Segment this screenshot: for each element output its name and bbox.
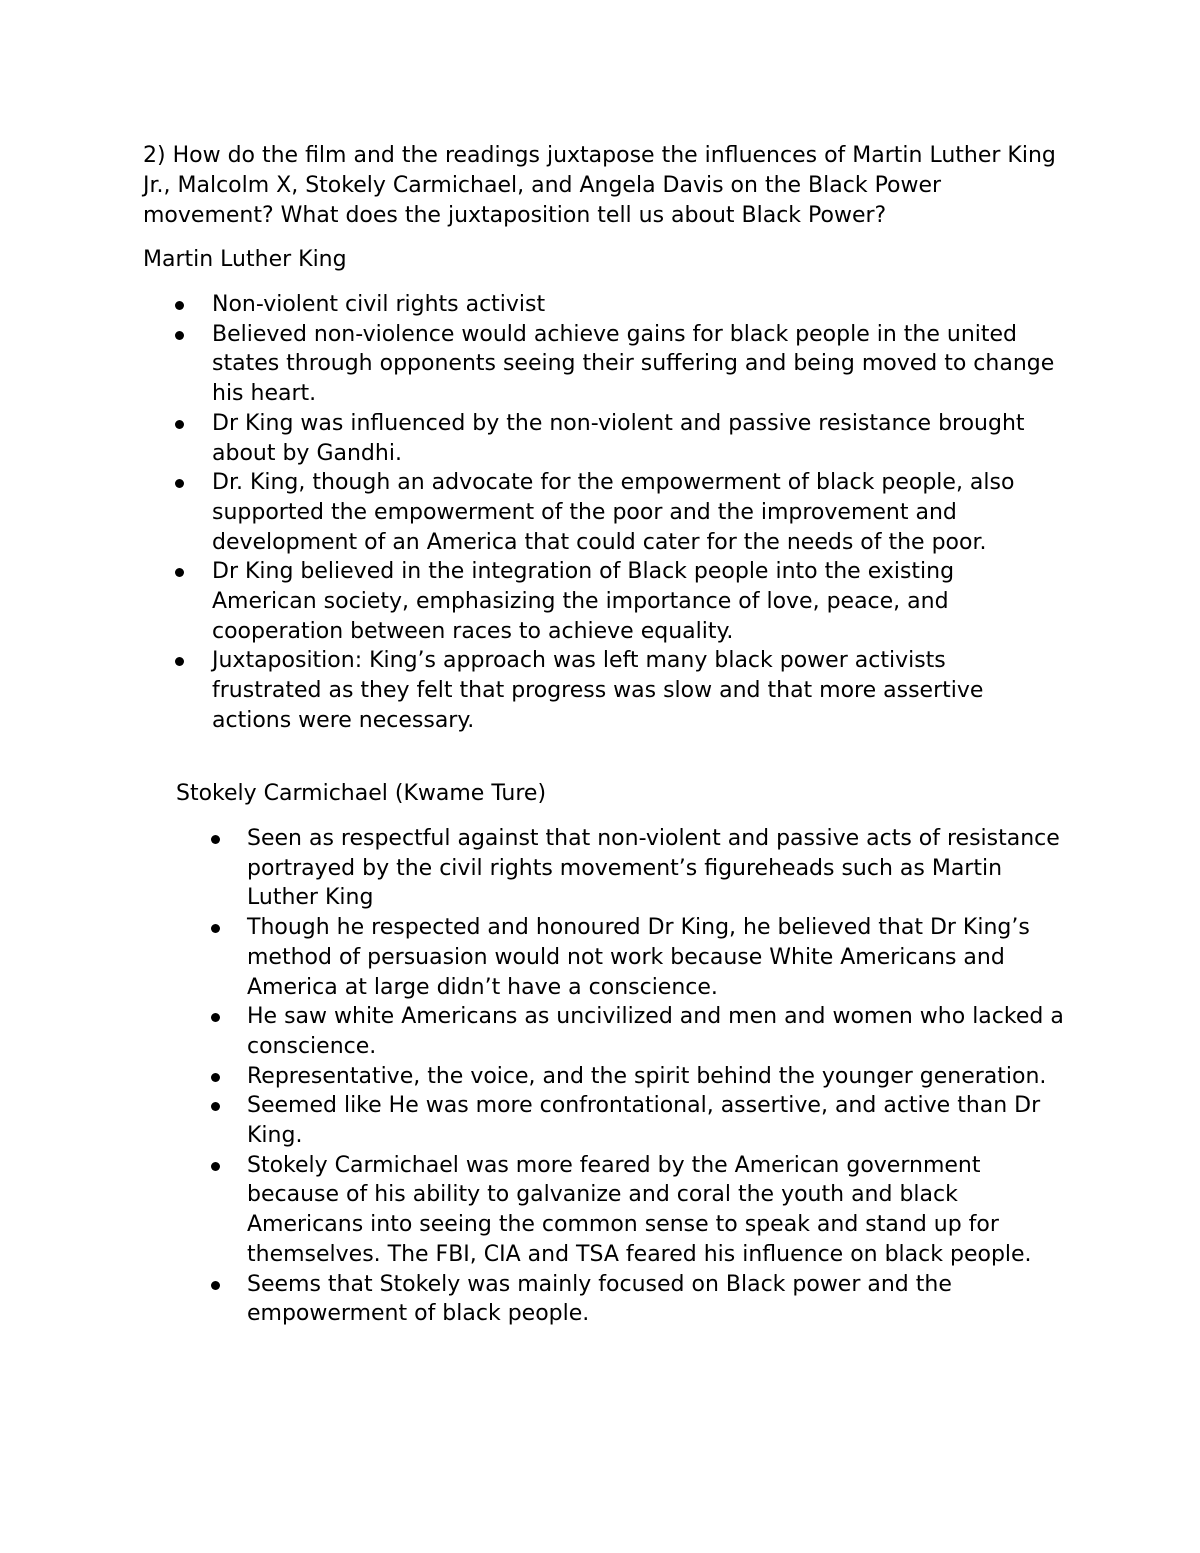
list-item-text: Believed non-violence would achieve gains for black people in the united states through opponents seeing their suffering and being moved to change his heart. [212,321,1055,407]
list-item-text: Juxtaposition: King’s approach was left many black power activists frustrated as they felt that progress was slow and that more assertive actions were necessary. [212,648,984,733]
bullet-icon [175,657,184,666]
bullet-icon [211,924,220,933]
bullet-icon [211,1281,220,1290]
list-item [212,290,1062,320]
bullet-icon [211,835,220,844]
question-text: 2) How do the film and the readings juxtapose the influences of Martin Luther King Jr., Malcolm X, Stokely Carmichael, and Angela Davis on the Black Power movement? What does the juxtaposition tell us about Black Power? [143,143,1056,228]
bullet-icon [175,568,184,577]
bullet-icon [211,1073,220,1082]
list-item [212,646,1062,735]
list-item-text: Dr King believed in the integration of Black people into the existing American society, emphasizing the importance of love, peace, and cooperation between races to achieve equality. [212,559,955,644]
list-item-text: Though he respected and honoured Dr King, he believed that Dr King’s method of persuasion would not work because White Americans and America at large didn’t have a conscience. [247,915,1030,1000]
list-item-text: Non-violent civil rights activist [212,292,546,317]
bullet-icon [211,1102,220,1111]
list-item-text: Seen as respectful against that non-violent and passive acts of resistance portrayed by the civil rights movement’s figureheads such as Martin Luther King [247,826,1060,911]
bullet-icon [211,1013,220,1022]
bullet-icon [175,301,184,310]
list-item [212,320,1062,409]
list-item-text: Representative, the voice, and the spirit behind the younger generation. [247,1063,1047,1089]
list-item-text: Dr. King, though an advocate for the empowerment of black people, also supported the empowerment of the poor and the improvement and development of an America that could cater for the needs of the poor. [212,470,1015,555]
list-item [247,1002,1067,1061]
list-item [212,409,1062,468]
list-item [247,824,1067,913]
list-item-text: Dr King was influenced by the non-violent and passive resistance brought about by Gandhi. [212,410,1025,466]
list-item [247,1151,1067,1270]
list-item [247,913,1067,1002]
bullet-icon [175,331,184,340]
list-item [247,1091,1067,1150]
king-bullet-list [212,290,1062,736]
list-item-text: Seems that Stokely was mainly focused on Black power and the empowerment of black people. [247,1271,952,1327]
list-item-text: He saw white Americans as uncivilized and men and women who lacked a conscience. [247,1004,1064,1059]
list-item-text: Stokely Carmichael was more feared by the American government because of his ability to galvanize and coral the youth and black Americans into seeing the common sense to speak and stand up for themselves. The FBI, CIA and TSA feared his influence on black people. [247,1152,1032,1267]
bullet-icon [175,479,184,488]
carmichael-bullet-list [247,824,1067,1329]
section-heading-martin-luther-king: Martin Luther King [143,247,347,272]
list-item [212,468,1062,557]
bullet-icon [211,1162,220,1171]
list-item-text: Seemed like He was more confrontational, assertive, and active than Dr King. [247,1093,1041,1149]
list-item [247,1270,1067,1329]
section-heading-stokely-carmichael: Stokely Carmichael (Kwame Ture) [176,781,547,806]
list-item [212,557,1062,646]
list-item [247,1062,1067,1092]
bullet-icon [175,420,184,429]
